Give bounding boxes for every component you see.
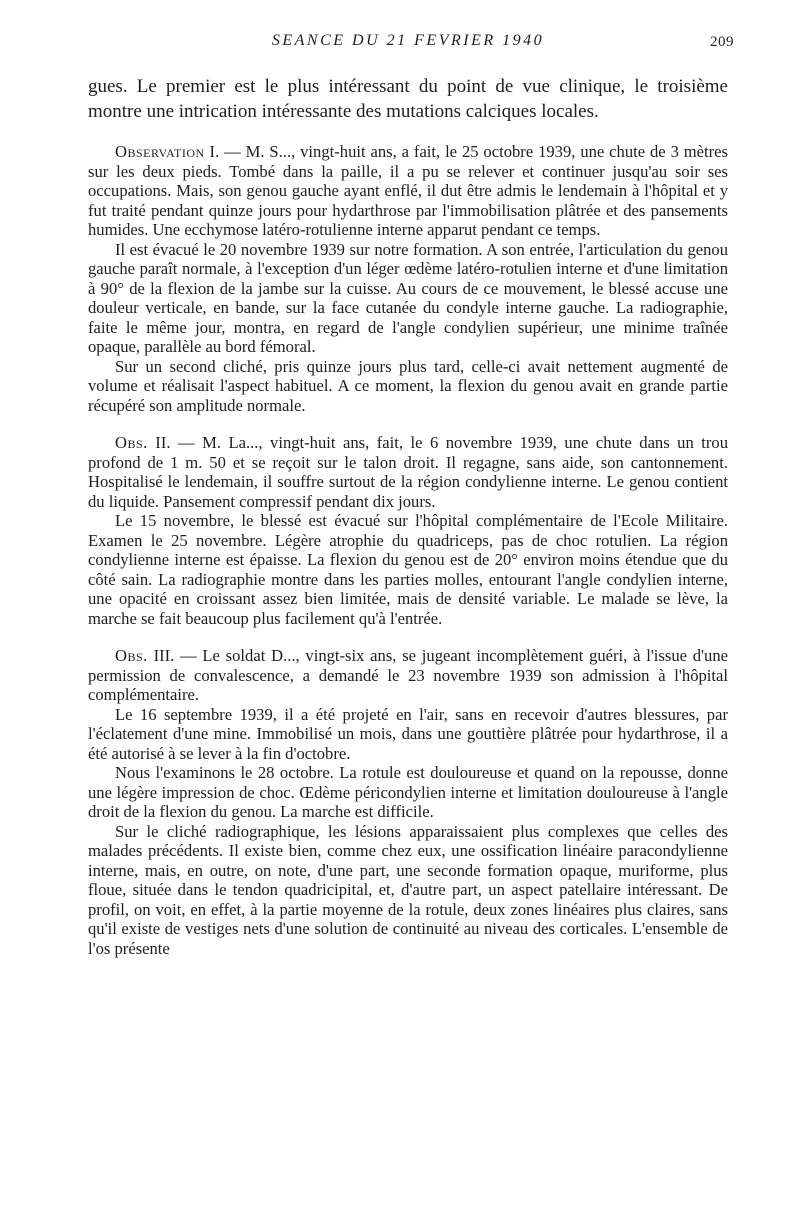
observation-2-text: II. — M. La..., vingt-huit ans, fait, le 6 novembre 1939, une chute dans un trou profond de 1 m. 50 et se reçoit sur le talon droit. Il regagne, sans aide, son cantonnement. Hospitalisé le lendemain, il souffre surtout de la région condylienne interne. Le genou contient du liquide. Pansement compressif pendant dix jours. — [88, 433, 728, 511]
book-page — [88, 30, 734, 958]
observation-2 — [88, 433, 728, 628]
page-number: 209 — [710, 34, 734, 50]
intro-paragraph: gues. Le premier est le plus intéressant du point de vue clinique, le troisième montre une intrication intéressante des mutations calciques locales. — [88, 76, 728, 122]
observation-1 — [88, 142, 728, 415]
running-title: SEANCE DU 21 FEVRIER 1940 — [271, 32, 545, 49]
observation-3-paragraph-1 — [88, 646, 728, 705]
observation-3 — [88, 646, 728, 958]
observation-2-label: Obs. — [115, 433, 148, 452]
observation-3-label: Obs. — [115, 646, 148, 665]
observation-3-paragraph-4: Sur le cliché radiographique, les lésions apparaissaient plus complexes que celles des malades précédents. Il existe bien, comme chez eux, une ossification linéaire paracondylienne interne, mais, en outre, on note, d'une part, une seconde formation opaque, muriforme, plus floue, située dans le tendon quadricipital, et, d'autre part, un aspect patellaire intéressant. De profil, on voit, en effet, à la partie moyenne de la rotule, deux zones linéaires plus claires, sans qu'il existe de vestiges nets d'une solution de continuité au niveau des corticales. L'ensemble de l'os présente — [88, 821, 728, 958]
observation-3-paragraph-2: Le 16 septembre 1939, il a été projeté en l'air, sans en recevoir d'autres blessures, par l'éclatement d'une mine. Immobilisé un mois, dans une gouttière plâtrée pour hydarthrose, il a été autorisé à se lever à la fin d'octobre. — [88, 704, 728, 763]
observation-2-paragraph-2: Le 15 novembre, le blessé est évacué sur l'hôpital complémentaire de l'Ecole Militaire. Examen le 25 novembre. Légère atrophie du quadriceps, pas de choc rotulien. La région condylienne interne est épaisse. La flexion du genou est de 20° environ moins étendue que du côté sain. La radiographie montre dans les parties molles, entourant l'angle condylien interne, une opacité en croissant assez bien limitée, mais de densité variable. Le malade se lève, la marche se fait beaucoup plus facilement qu'à l'entrée. — [88, 511, 728, 628]
observation-1-paragraph-1 — [88, 142, 728, 240]
observation-1-text: I. — M. S..., vingt-huit ans, a fait, le 25 octobre 1939, une chute de 3 mètres sur les deux pieds. Tombé dans la paille, il a pu se relever et continuer jusqu'au soir ses occupations. Mais, son genou gauche ayant enflé, il dut être admis le lendemain à l'hôpital et y fut traité pendant quinze jours pour hydarthrose par l'immobilisation plâtrée et des pansements humides. Une ecchymose latéro-rotulienne interne apparut pendant ce temps. — [88, 142, 728, 239]
observation-3-text: III. — Le soldat D..., vingt-six ans, se jugeant incomplètement guéri, à l'issue d'une permission de convalescence, a demandé le 23 novembre 1939 son admission à l'hôpital complémentaire. — [88, 646, 728, 704]
running-header — [88, 30, 734, 56]
observation-3-paragraph-3: Nous l'examinons le 28 octobre. La rotule est douloureuse et quand on la repousse, donne une légère impression de choc. Œdème péricondylien interne et limitation douloureuse à l'angle droit de la flexion du genou. La marche est difficile. — [88, 763, 728, 821]
observation-2-paragraph-1 — [88, 433, 728, 511]
observation-1-paragraph-3: Sur un second cliché, pris quinze jours plus tard, celle-ci avait nettement augmenté de volume et réalisait l'aspect habituel. A ce moment, la flexion du genou avait en grande partie récupéré son amplitude normale. — [88, 356, 728, 415]
observation-1-paragraph-2: Il est évacué le 20 novembre 1939 sur notre formation. A son entrée, l'articulation du genou gauche paraît normale, à l'exception d'un léger œdème latéro-rotulien interne et d'une limitation à 90° de la flexion de la jambe sur la cuisse. Au cours de ce mouvement, le blessé accuse une douleur verticale, en bande, sur la face cutanée du condyle interne gauche. La radiographie, faite le même jour, montra, en regard de l'angle condylien supérieur, une minime traînée opaque, parallèle au bord fémoral. — [88, 239, 728, 356]
observation-1-label: Observation — [115, 142, 205, 161]
